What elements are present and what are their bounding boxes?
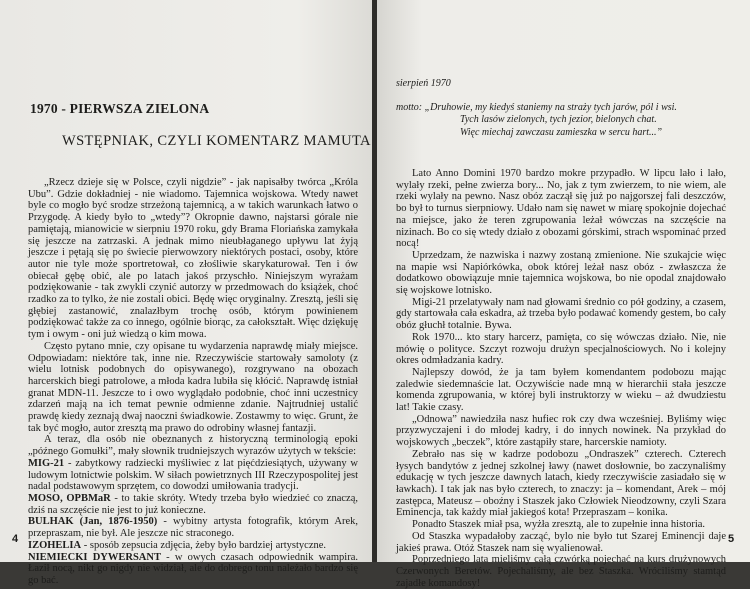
paragraph: Często pytano mnie, czy opisane tu wydarzenia naprawdę miały miejsce. Odpowiadam: niektóre tak, inne nie. Rzeczywiście startowały samoloty (z wielu lotnisk podobnych do opisywanego), rozgrywano na obozach harcerskich biegi patrolowe, a młoda kadra lubiła się kłócić. Naprawdę istniał granat MDN-11. Jeszcze to i owo wyglądało podobnie, choć inni uczestnicy zdarzeń mają na ich temat pewnie odmienne zdanie. Najtrudniej ustalić prawdę kiedy zeznają dwaj naoczni świadkowie. Zostawmy to więc. Grunt, że tak być mogło, autor zresztą ma prawo do odrobiny własnej fantazji. xyxy=(28,340,358,434)
paragraph: Zebrało nas się w kadrze podobozu „Ondraszek” czterech. Czterech łysych bandytów z jednej szkolnej ławy (nawet dosłownie, bo zaczynaliśmy edukację w tych jeszcze dawnych latach, kiedy rzeczywiście zasiadało się w ławkach). I tak jak nas było czterech, to znaczy: ja – komendant, Arek – mój zastępca, Mateusz – oboźny i Staszek jako Człowiek Nieodzowny, czyli Szara Eminencja, tak każdy miał jakiegoś kota! Przepraszam – konika. xyxy=(396,448,726,519)
date-line: sierpień 1970 xyxy=(396,78,451,89)
paragraph: Od Staszka wypadałoby zacząć, bylo nie było tut Szarej Eminencji daje jakieś prawa. Otóż Staszek nam się wyalienował. xyxy=(396,530,726,554)
glossary-term: IZOHELIA xyxy=(28,539,82,551)
paragraph: A teraz, dla osób nie obeznanych z historyczną terminologią epoki „późnego Gomułki”, mały słownik trudniejszych wyrazów użytych w tekście: xyxy=(28,434,358,458)
glossary-term: MIG-21 xyxy=(28,457,65,469)
paragraph: „Rzecz dzieje się w Polsce, czyli nigdzie” - jak napisałby twórca „Króla Ubu”. Gdzie dokładniej - nie wiadomo. Tajemnica wojskowa. Wtedy nawet byle co mogło być srodze strzeżoną tajemnicą, a w takich warunkach łatwo o Przygodę. A kiedy było to „wtedy”? Okropnie dawno, najstarsi górale nie pamiętają, mianowicie w sierpniu 1970 roku, gdy Brama Floriańska zamykała się jeszcze na zatrzaski. A jednak mimo nieubłaganego upływu lat żyją jeszcze i pętają się po świecie pierwowzory niektórych postaci, osoby, które autor nie tyle może sportretował, co złośliwie skarykaturował. Ten i ów obiecał gębę obić, ale po latach jakoś przyschło. Niniejszym wyrażam podziękowanie - tak zwykli czynić autorzy w przedmowach do książek, choć rzadko za to tylko, że nie zostali obici. Będę więc oryginalny. Zresztą, jeśli się głębiej zastanowić, znalazłbym trochę osób, którym powinienem podziękować także za co innego, ogólnie biorąc, za całokształt. Więc dziękuję tym i owym - oni już wiedzą o kim mowa. xyxy=(28,177,358,341)
left-page xyxy=(0,0,372,586)
motto-line: Więc miechaj zawczasu zamieszka w sercu hart...” xyxy=(460,126,663,138)
paragraph: Rok 1970... kto stary harcerz, pamięta, co się wówczas działo. Nie, nie mówię o polityce. Szczyt rozwoju drużyn specjalnościowych. No i kolejny okres odmładzania kadry. xyxy=(396,331,726,367)
page-number: 5 xyxy=(728,533,735,545)
motto-line xyxy=(396,102,726,114)
glossary-entry xyxy=(28,540,358,552)
page-number: 4 xyxy=(12,533,19,545)
glossary-definition: - wybitny artysta fotografik, którym Arek, przepraszam, nie był. Ale jeszcze nic straconego. xyxy=(28,516,358,540)
chapter-subtitle: WSTĘPNIAK, CZYLI KOMENTARZ MAMUTA xyxy=(62,133,371,149)
glossary-definition: - sposób zepsucia zdjęcia, żeby było bardziej artystyczne. xyxy=(81,539,327,551)
glossary-entry xyxy=(28,493,358,516)
glossary-definition: - to takie skróty. Wtedy trzeba było wiedzieć co znaczą, dziś na szczęście nie jest to już konieczne. xyxy=(28,492,358,516)
glossary-definition: - zabytkowy radziecki myśliwiec z lat pięćdziesiątych, używany w ludowym lotnictwie polskim. W siłach powietrznych III Rzeczypospolitej jest nadal podstawowym sprzętem, co dowodzi umiłowania tradycji. xyxy=(28,457,358,493)
motto-line: Tych lasów zielonych, tych jezior, bielonych chat. xyxy=(460,114,657,126)
glossary-term: NIEMIECKI DYWERSANT xyxy=(28,551,161,563)
chapter-title: 1970 - PIERWSZA ZIELONA xyxy=(30,101,210,116)
paragraph: Lato Anno Domini 1970 bardzo mokre przypadło. W lipcu lało i lało, wylały rzeki, pełne zwierza bory... No, jak z tym zwierzem, to nie wiem, ale rzeki wylały na pewno. Nasz obóz zaczął się już po najgorszej fali deszczów, bo był to turnus sierpniowy. Udało nam się nawet w miarę spokojnie dojechać na miejsce, jako że teren zgrupowania leżał wówczas na szczęście na nizinach. Bo co się wtedy działo z obozami górskimi, strach wspominać przed nocą! xyxy=(396,168,726,250)
paragraph: „Odnowa” nawiedziła nasz hufiec rok czy dwa wcześniej. Byliśmy więc przyzwyczajeni i do młodej kadry, i do innych nowinek. Na przykład do wojskowych „beczek”, które zastąpiły stare, harcerskie namioty. xyxy=(396,413,726,449)
glossary-term: BULHAK (Jan, 1876-1950) xyxy=(28,516,158,528)
right-page-body xyxy=(396,168,726,589)
motto-label: motto: xyxy=(396,102,423,113)
left-page-body xyxy=(28,177,358,587)
motto xyxy=(396,102,726,139)
paragraph: Poprzedniego lata mieliśmy całą czwórką pojechać na kurs drużynowych Czerwonych Beretów. Pojechaliśmy, ale bez Staszka. Wróciliśmy stamtąd zajadłe komandosy! xyxy=(396,554,726,589)
paragraph: Uprzedzam, że nazwiska i nazwy zostaną zmienione. Nie szukajcie więc na mapie wsi Napiórkówka, obok której leżał nasz obóz - zwłaszcza że dodatkowo obowiązuje mnie tajemnica wojskowa, bo nie opodal znajdowało się wojskowe lotnisko. xyxy=(396,249,726,297)
glossary-definition: - w owych czasach odpowiednik wampira. Łaził nocą, nikt go nigdy nie widział, ale do dobrego tonu należało bardzo się go bać. xyxy=(28,551,358,586)
glossary-entry xyxy=(28,516,358,539)
motto-text: „Druhowie, my kiedyś staniemy na straży tych jarów, pól i wsi. xyxy=(424,102,677,113)
paragraph: Najlepszy dowód, że ja tam byłem komendantem podobozu mając zaledwie siedemnaście lat. Oczywiście nade mną w hierarchii stała jeszcze komenda zgrupowania, w której byli instruktorzy w wieku – aż dwudziestu lat! Takie czasy. xyxy=(396,366,726,414)
glossary-term: MOSO, OPBMaR xyxy=(28,492,111,504)
paragraph: Migi-21 przelatywały nam nad głowami średnio co pół godziny, a czasem, gdy startowała cała eskadra, aż trzeba było podawać komendy gestem, bo cały obóz głuchł totalnie. Bywa. xyxy=(396,296,726,332)
glossary-entry xyxy=(28,552,358,587)
paragraph: Ponadto Staszek miał psa, wyżła zresztą, ale to zupełnie inna historia. xyxy=(412,519,706,531)
glossary-entry xyxy=(28,458,358,493)
